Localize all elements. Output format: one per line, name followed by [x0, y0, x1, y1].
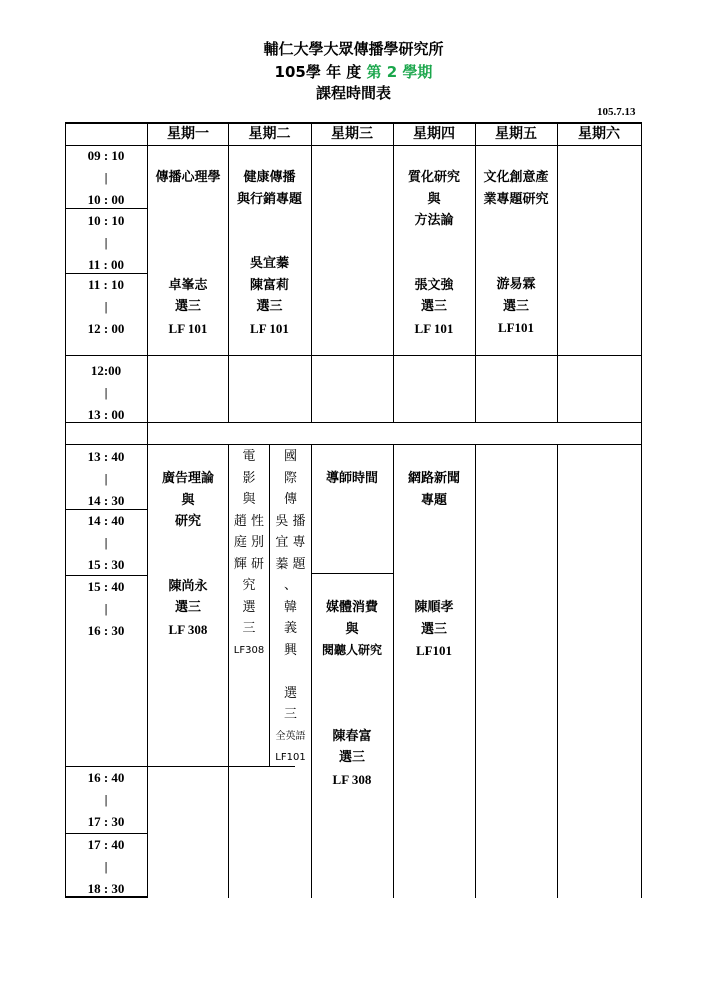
course-fri-am: 文化創意產 業專題研究 游易霖 選三 LF101 — [483, 170, 549, 335]
time-slot-4: 12:00 | 13 : 00 — [87, 363, 125, 422]
day-header-mon: 星期一 — [167, 126, 209, 142]
day-header-sat: 星期六 — [578, 126, 620, 142]
course-wed-pm-media: 媒體消費 與 閱聽人研究 陳春富 選三 LF 308 — [321, 600, 382, 787]
time-slot-8: 16 : 40 | 17 : 30 — [87, 770, 125, 829]
time-slot-9: 17 : 40 | 18 : 30 — [87, 837, 125, 896]
day-header-tue: 星期二 — [248, 126, 291, 142]
day-header-fri: 星期五 — [495, 126, 537, 142]
course-mon-am: 傳播心理學 卓峯志 選三 LF 101 — [155, 170, 221, 336]
course-wed-pm-tutor: 導師時間 — [325, 471, 378, 486]
semester-label: 第 2 學期 — [366, 63, 433, 81]
document-title: 課程時間表 — [315, 84, 391, 102]
day-header-wed: 星期三 — [331, 126, 373, 142]
year-prefix: 105學 年 度 — [274, 63, 362, 81]
course-thu-am: 質化研究 與 方法論 張文強 選三 LF 101 — [407, 170, 460, 336]
course-thu-pm: 網路新聞 專題 陳順孝 選三 LF101 — [407, 471, 460, 658]
semester-line — [0, 61, 707, 82]
time-slot-6: 14 : 40 | 15 : 30 — [87, 513, 125, 572]
course-tue-pm-intl: 國 際 傳 吳 播 宜 專 蓁 題 、 韓 義 興 選 三 全英語 LF101 — [275, 449, 306, 763]
date-label: 105.7.13 — [597, 106, 636, 118]
time-slot-3: 11 : 10 | 12 : 00 — [87, 277, 125, 336]
time-slot-5: 13 : 40 | 14 : 30 — [87, 449, 125, 508]
course-tue-pm-film: 電 影 與 趙 性 庭 別 輝 研 究 選 三 LF308 — [233, 449, 265, 656]
course-tue-am: 健康傳播 與行銷專題 吳宜蓁 陳富莉 選三 LF 101 — [236, 170, 302, 336]
time-slot-7: 15 : 40 | 16 : 30 — [87, 579, 125, 638]
time-slot-2: 10 : 10 | 11 : 00 — [87, 213, 125, 272]
university-title: 輔仁大學大眾傳播學研究所 — [263, 40, 444, 58]
course-mon-pm: 廣告理論 與 研究 陳尚永 選三 LF 308 — [161, 471, 214, 637]
time-slot-1: 09 : 10 | 10 : 00 — [87, 148, 125, 207]
day-header-thu: 星期四 — [413, 126, 455, 142]
